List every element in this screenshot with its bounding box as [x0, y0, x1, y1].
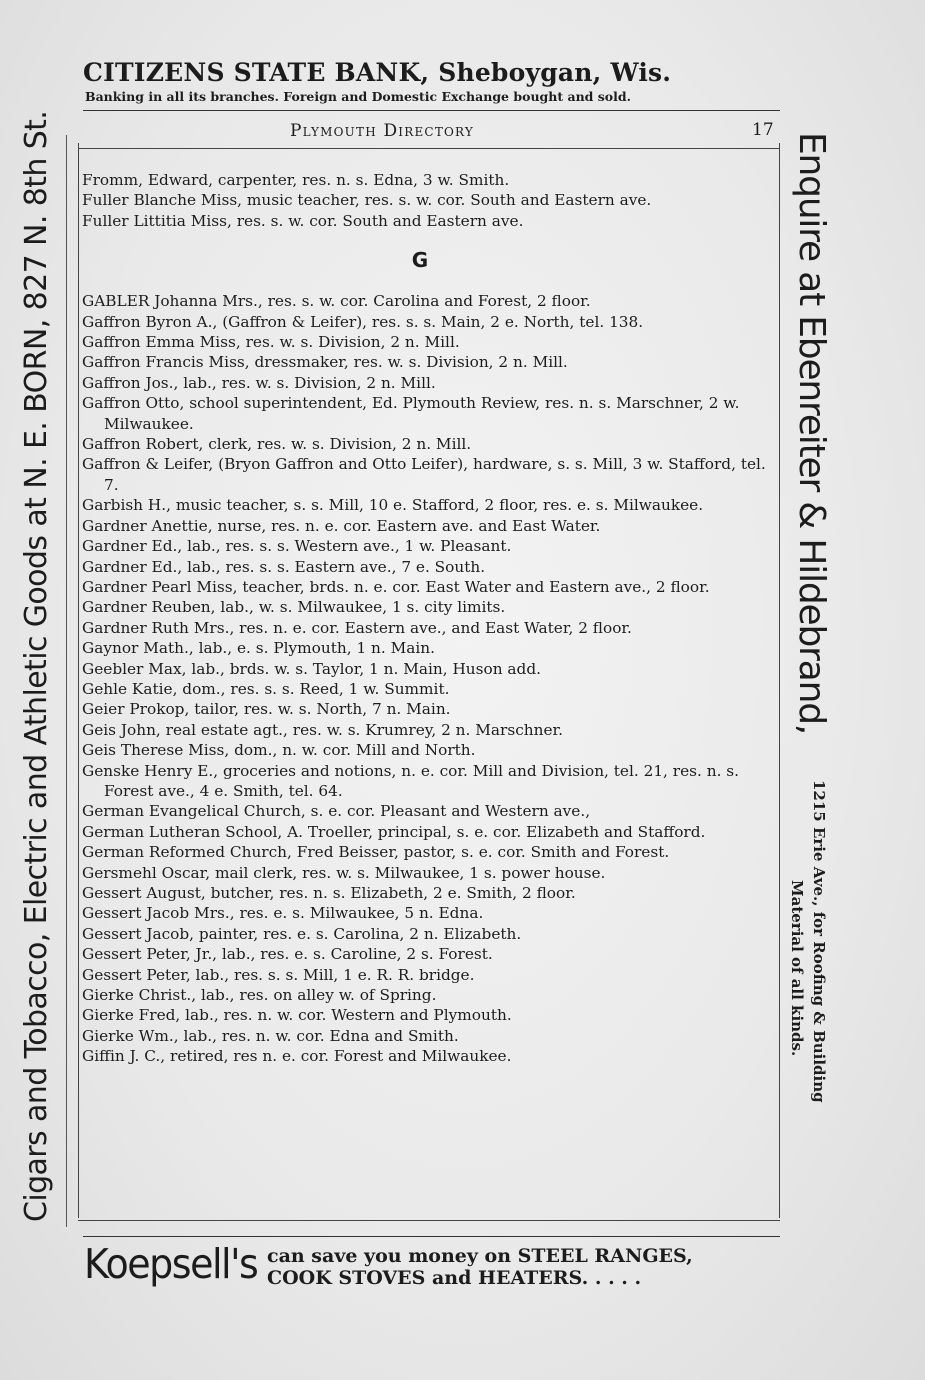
directory-entry: Gardner Ed., lab., res. s. s. Western ave., 1 w. Pleasant. [82, 537, 512, 556]
directory-entry: Fromm, Edward, carpenter, res. n. s. Edna, 3 w. Smith. [82, 171, 510, 189]
directory-entry: Gaffron Francis Miss, dressmaker, res. w. s. Division, 2 n. Mill. [82, 353, 568, 372]
directory-entry: Gersmehl Oscar, mail clerk, res. w. s. Milwaukee, 1 s. power house. [82, 863, 606, 882]
footer-advert-line2: COOK STOVES and HEATERS. . . . . [267, 1267, 642, 1289]
directory-entry: Geis Therese Miss, dom., n. w. cor. Mill and North. [82, 741, 476, 760]
directory-entry: Fuller Littitia Miss, res. s. w. cor. South and Eastern ave. [82, 211, 524, 230]
directory-entry: Gaffron Otto, school superintendent, Ed. Plymouth Review, res. n. s. Marschner, 2 w. Milwaukee. [82, 394, 740, 433]
footer-advert-line1: can save you money on STEEL RANGES, [267, 1245, 693, 1267]
directory-entry: GABLER Johanna Mrs., res. s. w. cor. Carolina and Forest, 2 floor. [82, 292, 591, 311]
bank-advert-title: CITIZENS STATE BANK, Sheboygan, Wis. [83, 58, 672, 87]
directory-entry: Gessert Peter, lab., res. s. s. Mill, 1 e. R. R. bridge. [82, 965, 475, 984]
directory-listing [82, 170, 778, 1067]
directory-entry: Gierke Fred, lab., res. n. w. cor. Western and Plymouth. [82, 1006, 512, 1025]
directory-entry: Gardner Anettie, nurse, res. n. e. cor. Eastern ave. and East Water. [82, 516, 601, 535]
section-letter: G [411, 248, 429, 273]
right-margin-advert-materials: Material of all kinds. [788, 880, 806, 1057]
directory-entry: Gardner Ruth Mrs., res. n. e. cor. Eastern ave., and East Water, 2 floor. [82, 618, 632, 637]
directory-entry: Gehle Katie, dom., res. s. s. Reed, 1 w. Summit. [82, 679, 450, 698]
directory-entry: German Reformed Church, Fred Beisser, pastor, s. e. cor. Smith and Forest. [82, 843, 670, 862]
frame-top-rule [78, 148, 780, 149]
frame-bottom-rule [78, 1220, 780, 1221]
frame-right-rule [779, 143, 780, 1218]
directory-entry: Geier Prokop, tailor, res. w. s. North, 7 n. Main. [82, 700, 451, 719]
directory-entry: Gessert August, butcher, res. n. s. Elizabeth, 2 e. Smith, 2 floor. [82, 884, 576, 902]
left-margin-advert: Cigars and Tobacco, Electric and Athletic Goods at N. E. BORN, 827 N. 8th St. [19, 110, 54, 1222]
directory-entry: Gardner Pearl Miss, teacher, brds. n. e. cor. East Water and Eastern ave., 2 floor. [82, 577, 710, 596]
directory-entry: Gardner Reuben, lab., w. s. Milwaukee, 1 s. city limits. [82, 598, 506, 617]
directory-entry: Gierke Christ., lab., res. on alley w. of Spring. [82, 986, 437, 1005]
directory-entry: Gaffron Robert, clerk, res. w. s. Division, 2 n. Mill. [82, 435, 472, 454]
directory-entry: Gaynor Math., lab., e. s. Plymouth, 1 n. Main. [82, 639, 436, 658]
directory-entry: Giffin J. C., retired, res n. e. cor. Forest and Milwaukee. [82, 1047, 512, 1066]
footer-rule [83, 1236, 780, 1237]
footer-advert-brand: Koepsell's [84, 1240, 258, 1288]
directory-entry: Geis John, real estate agt., res. w. s. Krumrey, 2 n. Marschner. [82, 720, 564, 739]
directory-entry: Gessert Jacob, painter, res. e. s. Carolina, 2 n. Elizabeth. [82, 924, 522, 943]
right-margin-advert: Enquire at Ebenreiter & Hildebrand, [791, 132, 832, 735]
directory-entry: Garbish H., music teacher, s. s. Mill, 10 e. Stafford, 2 floor, res. e. s. Milwaukee. [82, 496, 704, 515]
directory-entry: Genske Henry E., groceries and notions, n. e. cor. Mill and Division, tel. 21, res. n. s. Forest ave., 4 e. Smith, tel. 64. [82, 761, 740, 800]
directory-entry: German Evangelical Church, s. e. cor. Pleasant and Western ave., [82, 802, 591, 821]
directory-entry: Gierke Wm., lab., res. n. w. cor. Edna and Smith. [82, 1026, 459, 1045]
directory-entry: Geebler Max, lab., brds. w. s. Taylor, 1 n. Main, Huson add. [82, 659, 542, 678]
page-number: 17 [752, 120, 774, 140]
directory-entry: Gardner Ed., lab., res. s. s. Eastern ave., 7 e. South. [82, 557, 486, 576]
directory-entry: Fuller Blanche Miss, music teacher, res. s. w. cor. South and Eastern ave. [82, 191, 652, 210]
directory-entry: Gessert Peter, Jr., lab., res. e. s. Caroline, 2 s. Forest. [82, 945, 493, 964]
directory-entry: Gessert Jacob Mrs., res. e. s. Milwaukee, 5 n. Edna. [82, 904, 484, 923]
header-rule [83, 110, 780, 111]
directory-entry: Gaffron Emma Miss, res. w. s. Division, 2 n. Mill. [82, 333, 460, 352]
outer-left-rule [66, 135, 67, 1227]
directory-entry: German Lutheran School, A. Troeller, principal, s. e. cor. Elizabeth and Stafford. [82, 822, 706, 841]
bank-advert-tagline: Banking in all its branches. Foreign and Domestic Exchange bought and sold. [85, 89, 631, 104]
directory-entry: Gaffron Jos., lab., res. w. s. Division, 2 n. Mill. [82, 373, 436, 392]
running-title: Plymouth Directory [290, 121, 475, 141]
directory-entry: Gaffron & Leifer, (Bryon Gaffron and Otto Leifer), hardware, s. s. Mill, 3 w. Stafford, tel. 7. [82, 455, 766, 494]
right-margin-advert-address: 1215 Erie Ave., for Roofing & Building [810, 780, 828, 1103]
frame-left-rule [78, 143, 79, 1218]
directory-entry: Gaffron Byron A., (Gaffron & Leifer), res. s. s. Main, 2 e. North, tel. 138. [82, 312, 644, 331]
